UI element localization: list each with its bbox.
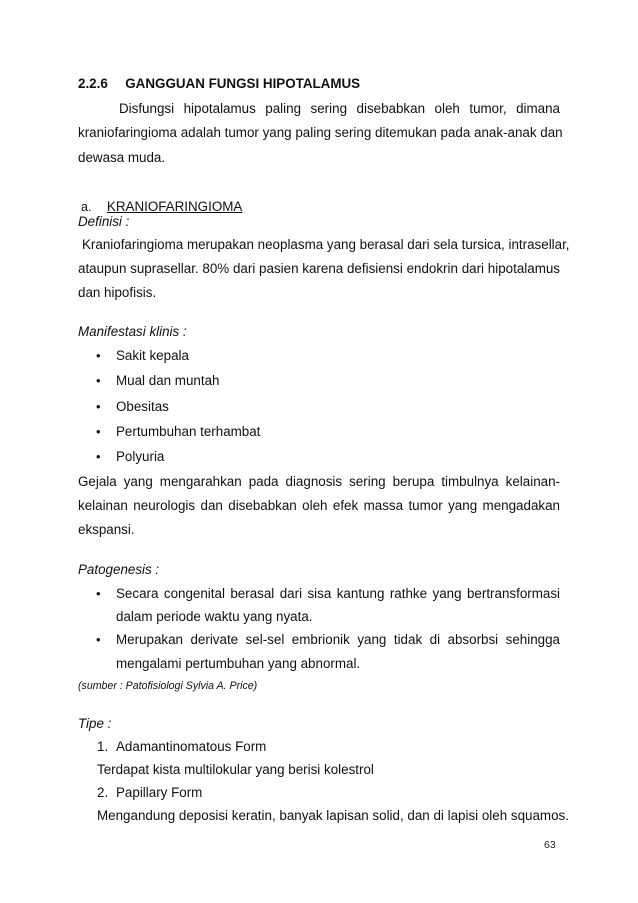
intro-line-3: dewasa muda. — [78, 150, 166, 165]
section-number: 2.2.6 — [78, 76, 108, 91]
list-item-line-2: mengalami pertumbuhan yang abnormal. — [116, 656, 361, 671]
intro-line-1: Disfungsi hipotalamus paling sering disebabkan oleh tumor, dimana — [119, 101, 560, 116]
subsection-marker: a. — [81, 200, 92, 214]
list-item-line-2: dalam periode waktu yang nyata. — [116, 609, 313, 624]
source-citation: (sumber : Patofisiologi Sylvia A. Price) — [78, 680, 258, 692]
bullet-icon: • — [96, 399, 101, 414]
definisi-line-3: dan hipofisis. — [78, 285, 157, 300]
list-item-text: Polyuria — [116, 449, 165, 464]
tipe-item-desc: Mengandung deposisi keratin, banyak lapisan solid, dan di lapisi oleh squamos. — [97, 808, 569, 823]
bullet-icon: • — [96, 373, 101, 388]
definisi-heading: Definisi : — [78, 214, 130, 229]
bullet-icon: • — [96, 586, 101, 601]
patogenesis-heading: Patogenesis : — [78, 562, 160, 577]
tipe-item-number: 2. — [97, 785, 109, 800]
definisi-line-2: ataupun suprasellar. 80% dari pasien karena defisiensi endokrin dari hipotalamus — [78, 261, 560, 276]
bullet-icon: • — [96, 424, 101, 439]
page-number: 63 — [544, 839, 556, 851]
tipe-heading: Tipe : — [78, 716, 112, 731]
list-item-line-1: Secara congenital berasal dari sisa kantung rathke yang bertransformasi — [116, 586, 560, 601]
tipe-item-desc: Terdapat kista multilokular yang berisi kolestrol — [97, 762, 374, 777]
intro-line-2: kraniofaringioma adalah tumor yang paling sering ditemukan pada anak-anak dan — [78, 125, 563, 140]
definisi-line-1: Kraniofaringioma merupakan neoplasma yang berasal dari sela tursica, intrasellar, — [82, 237, 570, 252]
list-item-line-1: Merupakan derivate sel-sel embrionik yang tidak di absorbsi sehingga — [116, 632, 560, 647]
manifestasi-after-line-1: Gejala yang mengarahkan pada diagnosis sering berupa timbulnya kelainan- — [78, 474, 560, 489]
section-heading — [78, 76, 360, 91]
tipe-item-name: Papillary Form — [116, 785, 203, 800]
list-item-text: Obesitas — [116, 399, 169, 414]
list-item-text: Sakit kepala — [116, 348, 189, 363]
manifestasi-after-line-3: ekspansi. — [78, 522, 135, 537]
manifestasi-heading: Manifestasi klinis : — [78, 324, 187, 339]
bullet-icon: • — [96, 348, 101, 363]
subsection-heading — [81, 199, 248, 214]
bullet-icon: • — [96, 632, 101, 647]
bullet-icon: • — [96, 449, 101, 464]
manifestasi-after-line-2: kelainan neurologis dan disebabkan oleh efek massa tumor yang mengadakan — [78, 498, 560, 513]
section-title: GANGGUAN FUNGSI HIPOTALAMUS — [125, 76, 361, 91]
list-item-text: Pertumbuhan terhambat — [116, 424, 261, 439]
tipe-item-name: Adamantinomatous Form — [116, 739, 267, 754]
list-item-text: Mual dan muntah — [116, 373, 220, 388]
tipe-item-number: 1. — [97, 739, 109, 754]
subsection-title: KRANIOFARINGIOMA — [106, 199, 243, 214]
